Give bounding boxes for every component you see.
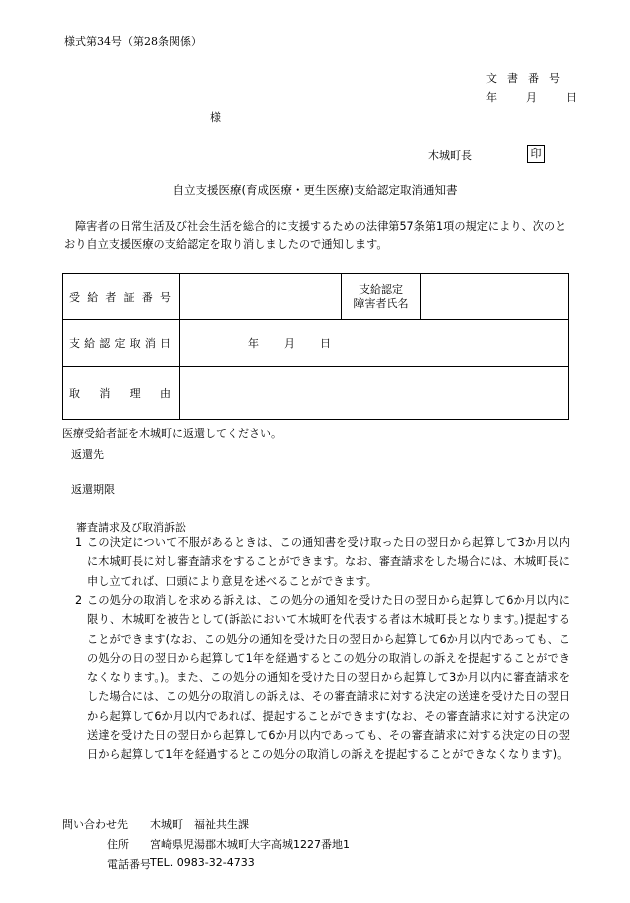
document-title: 自立支援医療(育成医療・更生医療)支給認定取消通知書	[172, 183, 458, 197]
issue-date	[486, 89, 577, 105]
appeal-item-2-number: 2	[75, 594, 83, 607]
contact-department: 木城町 福祉共生課	[150, 818, 249, 831]
cancellation-date-year: 年	[248, 337, 259, 350]
form-number: 様式第34号（第28条関係）	[64, 35, 202, 48]
return-destination-label: 返還先	[71, 448, 104, 461]
recipient-name-label-line1: 支給認定	[359, 282, 403, 296]
cancellation-date-value	[180, 320, 569, 367]
seal-mark: 印	[527, 145, 545, 163]
appeal-item-1-text: この決定について不服があるときは、この通知書を受け取った日の翌日から起算して3か月以内に木城町長に対し審査請求をすることができます。なお、審査請求をした場合には、木城町長に申し立てれば、口頭により意見を述べることができます。	[87, 536, 570, 588]
issue-date-year: 年	[486, 91, 497, 104]
table-row	[63, 274, 569, 320]
recipient-name-label	[342, 274, 421, 320]
issue-date-day: 日	[566, 91, 577, 104]
recipient-cert-number-label: 受給者証番号	[63, 274, 180, 320]
address-label: 住所	[107, 838, 129, 851]
cancellation-date-label: 支給認定取消日	[63, 320, 180, 367]
intro-paragraph: 障害者の日常生活及び社会生活を総合的に支援するための法律第57条第1項の規定により、次のとおり自立支援医療の支給認定を取り消しましたので通知します。	[64, 220, 567, 251]
contact-label: 問い合わせ先	[62, 818, 128, 831]
appeal-item-2-text: この処分の取消しを求める訴えは、この処分の通知を受けた日の翌日から起算して6か月以内に限り、木城町を被告として(訴訟において木城町を代表する者は木城町長となります。)提起することができます(なお、この処分の通知を受けた日の翌日から起算して6か月以内であっても、この処分の日の翌日から起算して1年を経過するとこの処分の取消しの訴えを提起することができなくなります。)。また、この処分の通知を受けた日の翌日から起算して3か月以内に審査請求をした場合には、この処分の取消しの訴えは、その審査請求に対する決定の送達を受けた日の翌日から起算して6か月以内であれば、提起することができます(なお、その審査請求に対する決定の送達を受けた日の翌日から起算して6か月以内であっても、その審査請求に対する決定の日の翌日から起算して1年を経過するとこの処分の取消しの訴えを提起することができなくなります)。	[87, 594, 570, 762]
appeal-item-1-number: 1	[75, 536, 83, 549]
info-table	[62, 273, 569, 420]
phone-value: TEL. 0983-32-4733	[150, 856, 255, 869]
cancellation-reason-label: 取消理由	[63, 367, 180, 420]
table-row	[63, 367, 569, 420]
return-deadline-label: 返還期限	[71, 483, 115, 496]
addressee-suffix: 様	[210, 111, 221, 124]
appeal-item-2	[75, 591, 570, 765]
appeal-item-1	[75, 533, 570, 591]
document-number-label: 文書番号	[486, 72, 570, 85]
cancellation-date-month: 月	[284, 337, 295, 350]
table-row	[63, 320, 569, 367]
cancellation-reason-value	[180, 367, 569, 420]
recipient-name-label-line2: 障害者氏名	[353, 296, 409, 310]
cancellation-date-day: 日	[320, 337, 331, 350]
issue-date-month: 月	[526, 91, 537, 104]
appeal-heading: 審査請求及び取消訴訟	[76, 521, 186, 534]
recipient-cert-number-value	[180, 274, 342, 320]
return-notice: 医療受給者証を木城町に返還してください。	[62, 427, 282, 440]
address-value: 宮崎県児湯郡木城町大字高城1227番地1	[150, 838, 350, 851]
phone-label: 電話番号	[107, 858, 151, 871]
recipient-name-value	[421, 274, 569, 320]
issuer-name: 木城町長	[428, 149, 472, 162]
